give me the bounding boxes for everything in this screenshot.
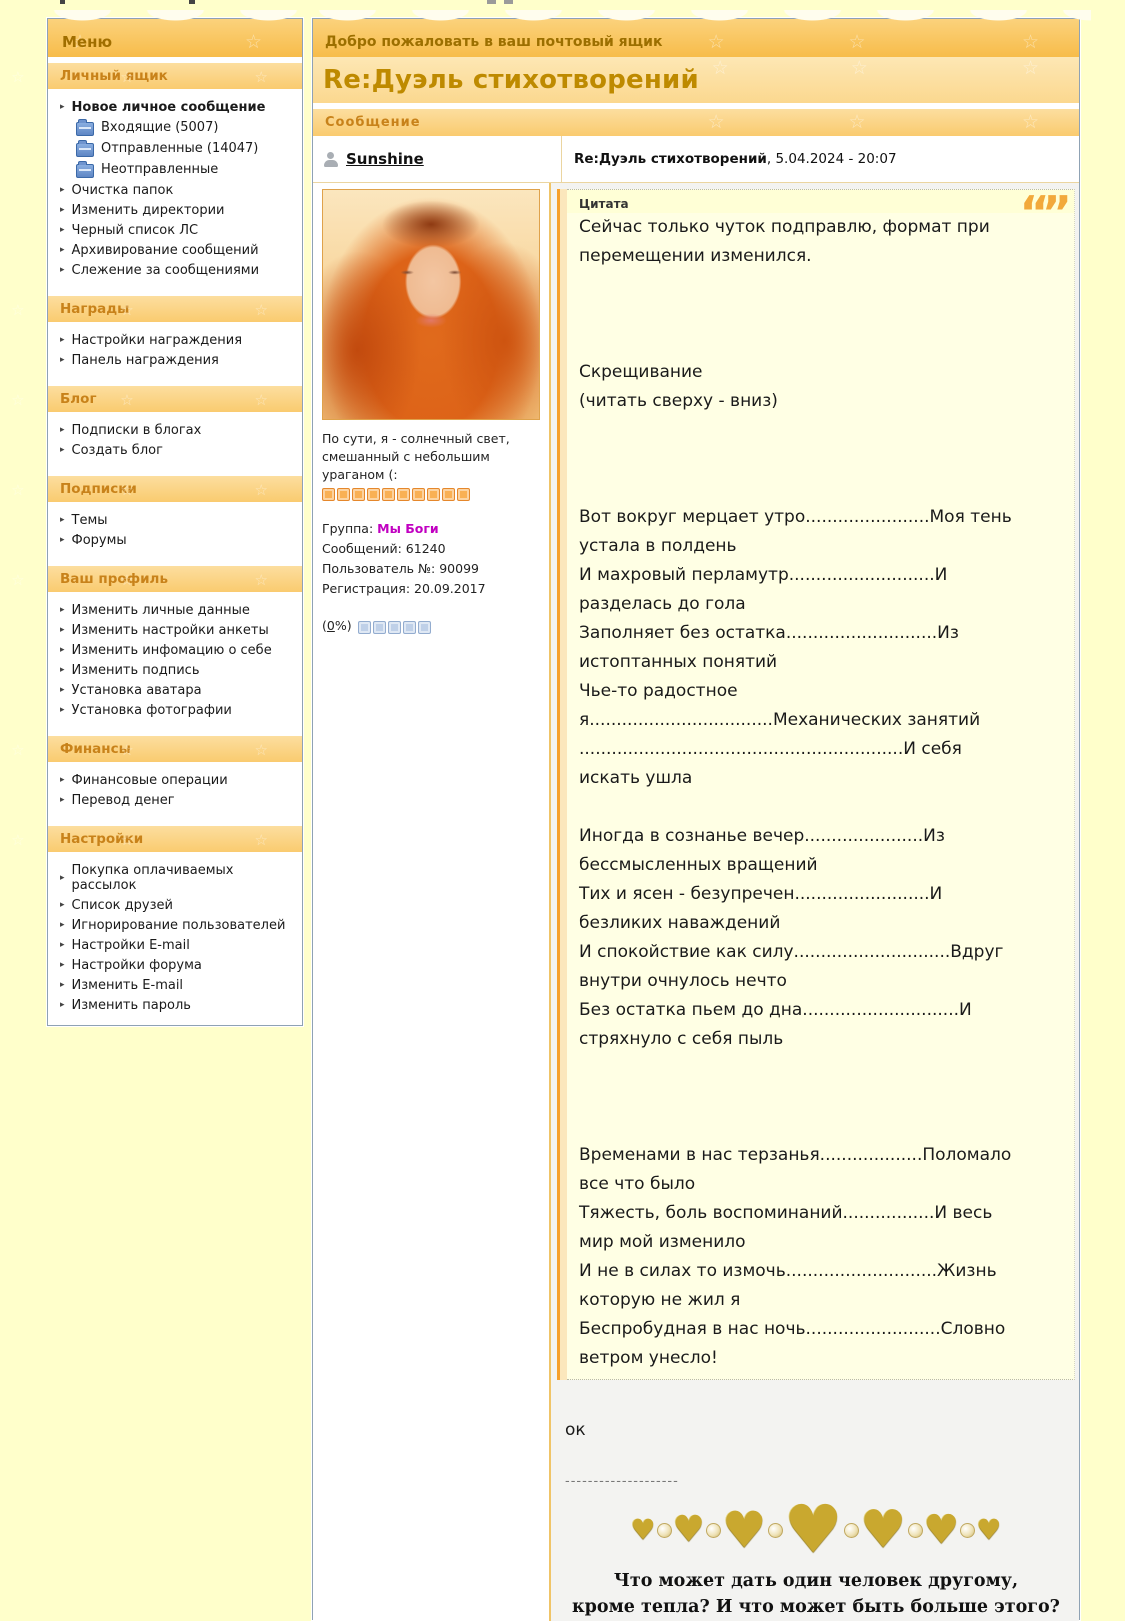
about-line: смешанный с небольшим ураганом (: [322,449,490,483]
message-header-row [313,136,1079,183]
diamond-icon [844,1523,859,1538]
signature-divider: -------------------- [565,1474,679,1489]
quote-header-label: Цитата [579,197,629,211]
sidebar-section-header: Финансы ☆ ☆ ☆ [48,736,302,762]
sidebar-item[interactable] [60,955,296,975]
quote-line [567,445,1074,474]
bullet-icon: ▸ [60,920,65,930]
bullet-icon: ▸ [60,605,65,615]
menu-title: Меню [62,33,113,51]
sidebar-item[interactable] [60,975,296,995]
bullet-icon: ▸ [60,445,65,455]
heart-icon: ♥ [859,1500,907,1560]
sidebar-section-header: Ваш профиль ☆ ☆ ☆ [48,566,302,592]
rank-pip [412,488,425,501]
welcome-text: Добро пожаловать в ваш почтовый ящик [325,34,663,50]
message-cell [551,183,1079,1621]
bullet-icon: ▸ [60,425,65,435]
sidebar-section-header: Личный ящик ☆ ☆ ☆ [48,63,302,89]
signature-line: кроме тепла? И что может быть больше этого? [572,1597,1060,1618]
quote-line [567,416,1074,445]
heart-icon: ♥ [923,1507,960,1553]
bullet-icon: ▸ [60,102,65,112]
level-pip [388,621,401,634]
welcome-band [313,19,1079,57]
sidebar-item-label: Изменить настройки анкеты [71,622,269,638]
diamond-icon [657,1523,672,1538]
sidebar-item-label: Очистка папок [71,182,174,198]
subject-cell [562,136,1079,182]
sidebar-item-label: Перевод денег [71,792,175,808]
level-pip [358,621,371,634]
sidebar-section-header: Подписки ☆ ☆ ☆ [48,476,302,502]
signature-line: Что может дать один человек другому, [613,1571,1019,1591]
percent-row [322,617,540,634]
sidebar-menu-band [48,19,302,57]
sidebar-section [48,826,302,1025]
bullet-icon: ▸ [60,205,65,215]
sidebar-item-label: Изменить E-mail [71,977,184,993]
rank-pips [322,488,540,501]
quote-line: И махровый перламутр...........................И разделась до гола [579,565,948,614]
quote-line: Чье-то радостное я..................................Механических занятий [579,681,981,730]
quote-line: И не в силах то измочь............................Жизнь которую не жил я [579,1261,997,1310]
sidebar-item-label: Финансовые операции [71,772,228,788]
sidebar-panel [47,18,303,1026]
message-panel-title: Сообщение [325,115,421,130]
sidebar-section [48,736,302,820]
rank-pip [337,488,350,501]
bullet-icon: ▸ [60,960,65,970]
rank-pip [442,488,455,501]
level-pip [403,621,416,634]
bullet-icon: ▸ [60,335,65,345]
main-panel [312,18,1080,1620]
sidebar-item-label: Список друзей [71,897,173,913]
message-panel-header [313,109,1079,136]
heart-icon: ♥ [976,1513,1002,1546]
sidebar-item[interactable] [60,915,296,935]
sidebar-item[interactable] [60,700,296,720]
sidebar-item[interactable] [60,97,296,117]
quote-line: Без остатка пьем до дна.............................И стряхнуло с себя пыль [579,1000,972,1049]
sidebar-section-header: Настройки ☆ ☆ ☆ [48,826,302,852]
sidebar-section [48,296,302,380]
group-value: Мы Боги [377,521,439,537]
quote-line [567,793,1074,822]
sidebar-item-label: Изменить личные данные [71,602,250,618]
sidebar-item[interactable] [76,159,296,180]
user-registered: Регистрация: 20.09.2017 [322,581,486,597]
sidebar-item[interactable] [60,620,296,640]
author-cell [313,136,562,182]
quote-line [567,271,1074,300]
diamond-icon [706,1523,721,1538]
quote-line [567,329,1074,358]
sidebar-item[interactable] [76,117,296,138]
sidebar-item[interactable] [60,350,296,370]
heart-icon: ♥ [672,1509,705,1550]
bullet-icon: ▸ [60,665,65,675]
sidebar-item-label: Архивирование сообщений [71,242,259,258]
sidebar-item-label: Темы [71,512,108,528]
quote-header [567,186,1074,240]
sidebar-section-header: Награды ☆ ☆ ☆ [48,296,302,322]
user-stats [322,519,540,599]
bullet-icon: ▸ [60,1000,65,1010]
sidebar-item-label: Изменить директории [71,202,225,218]
sidebar-item-label: Настройки E-mail [71,937,190,953]
sidebar-item[interactable] [60,770,296,790]
sidebar-item[interactable] [60,260,296,280]
folder-icon [76,122,94,136]
avatar [322,189,540,420]
bullet-icon: ▸ [60,872,65,883]
folder-icon [76,143,94,157]
level-pips [358,621,433,634]
quote-line: (читать сверху - вниз) [579,391,778,411]
sidebar-item[interactable] [60,180,296,200]
quote-line [567,1083,1074,1112]
sidebar-section [48,476,302,560]
user-posts: Сообщений: 61240 [322,541,446,557]
message-reply-text: ок [565,1420,586,1440]
message-date: , 5.04.2024 - 20:07 [766,151,897,167]
sidebar-item[interactable] [60,895,296,915]
sidebar-item[interactable] [60,640,296,660]
sidebar-item[interactable] [60,420,296,440]
message-body-row [313,183,1079,1621]
author-link[interactable]: Sunshine [346,150,424,168]
sidebar-section [48,386,302,470]
sidebar-item[interactable] [60,440,296,460]
sidebar-item-label: Слежение за сообщениями [71,262,260,278]
sidebar-item[interactable] [60,660,296,680]
rank-pip [382,488,395,501]
sidebar-item[interactable] [60,600,296,620]
rank-pip [352,488,365,501]
sidebar-item-label: Форумы [71,532,127,548]
sidebar-item[interactable] [60,935,296,955]
diamond-icon [960,1523,975,1538]
quote-line: Временами в нас терзанья...................Поломало все что было [579,1145,1012,1194]
bullet-icon: ▸ [60,775,65,785]
quote-line: Скрещивание [579,362,703,382]
sidebar-item[interactable] [60,790,296,810]
quote-inner [567,186,1075,1380]
sidebar-section [48,566,302,730]
sidebar-item-label: Подписки в блогах [71,422,202,438]
user-number: Пользователь №: 90099 [322,561,479,577]
quote-block [557,186,1075,1380]
bullet-icon: ▸ [60,245,65,255]
sidebar-item-label: Черный список ЛС [71,222,199,238]
quote-line: И спокойствие как силу.............................Вдруг внутри очнулось нечто [579,942,1004,991]
bullet-icon: ▸ [60,185,65,195]
bullet-icon: ▸ [60,355,65,365]
quote-line [567,1112,1074,1141]
bullet-icon: ▸ [60,685,65,695]
person-icon [323,151,339,167]
user-about [322,430,540,484]
sidebar-item[interactable] [60,995,296,1015]
hearts-decoration [557,1491,1075,1568]
quote-line [567,474,1074,503]
quote-line: Вот вокруг мерцает утро.......................Моя тень устала в полдень [579,507,1012,556]
sidebar-item-label: Неотправленные [101,162,219,177]
quote-line: Сейчас только чуток подправлю, формат при перемещении изменился. [579,217,990,266]
quote-line: Тих и ясен - безупречен.........................И безликих наваждений [579,884,943,933]
sidebar-item[interactable] [60,330,296,350]
sidebar-item[interactable] [76,138,296,159]
quote-marks-icon: “” [1019,186,1064,240]
title-band [313,57,1079,103]
quote-body [567,213,1074,1373]
sidebar-item[interactable] [60,680,296,700]
quote-line [567,1054,1074,1083]
sidebar-item-label: Создать блог [71,442,163,458]
user-group [322,519,540,539]
quote-line: Иногда в сознанье вечер......................Из бессмысленных вращений [579,826,945,875]
diamond-icon [768,1523,783,1538]
sidebar-sections [48,63,302,1025]
bullet-icon: ▸ [60,980,65,990]
bullet-icon: ▸ [60,705,65,715]
sidebar-item-label: Настройки награждения [71,332,243,348]
sidebar-section-header: Блог ☆ ☆ ☆ [48,386,302,412]
bullet-icon: ▸ [60,900,65,910]
diamond-icon [908,1523,923,1538]
group-label: Группа: [322,521,374,537]
bullet-icon: ▸ [60,265,65,275]
sidebar-section [48,63,302,290]
bullet-icon: ▸ [60,625,65,635]
rank-pip [457,488,470,501]
about-line: По сути, я - солнечный свет, [322,431,510,446]
sidebar-item[interactable] [60,530,296,550]
heart-icon: ♥ [783,1491,843,1568]
sidebar-item-label: Входящие (5007) [101,120,219,135]
sidebar-item[interactable] [60,200,296,220]
sidebar-item-label: Новое личное сообщение [71,99,266,115]
cropped-text-fragments [0,0,1125,8]
bullet-icon: ▸ [60,940,65,950]
rank-pip [427,488,440,501]
quote-line: Тяжесть, боль воспоминаний.................И весь мир мой изменило [579,1203,993,1252]
bullet-icon: ▸ [60,225,65,235]
bullet-icon: ▸ [60,645,65,655]
page-title: Re:Дуэль стихотворений [323,65,699,95]
sidebar-item[interactable] [60,220,296,240]
folder-icon [76,164,94,178]
percent-link[interactable]: 0 [326,618,335,634]
sidebar-item-label: Панель награждения [71,352,219,368]
signature [557,1568,1075,1621]
sidebar-item-label: Покупка оплачиваемых рассылок [71,862,234,893]
bullet-icon: ▸ [60,535,65,545]
sidebar-item-label: Настройки форума [71,957,202,973]
sidebar-item-label: Установка аватара [71,682,202,698]
level-pip [373,621,386,634]
sidebar-item-label: Изменить пароль [71,997,191,1013]
sidebar-item-label: Изменить инфомацию о себе [71,642,272,658]
sidebar-item[interactable] [60,240,296,260]
sidebar-item[interactable] [60,510,296,530]
quote-line [567,300,1074,329]
sidebar-item-label: Установка фотографии [71,702,232,718]
quote-line: Беспробудная в нас ночь.........................Словно ветром унесло! [579,1319,1006,1368]
message-subject: Re:Дуэль стихотворений [574,151,767,167]
sidebar-item-label: Игнорирование пользователей [71,917,286,933]
rank-pip [367,488,380,501]
sidebar-item-label: Отправленные (14047) [101,141,259,156]
heart-icon: ♥ [721,1501,767,1559]
sidebar-item-label: Изменить подпись [71,662,200,678]
sidebar-item[interactable] [60,860,296,895]
rank-pip [397,488,410,501]
level-pip [418,621,431,634]
rank-pip [322,488,335,501]
bullet-icon: ▸ [60,795,65,805]
quote-line: Заполняет без остатка............................Из истоптанных понятий [579,623,959,672]
heart-icon: ♥ [630,1513,656,1546]
percent-value: (0%) [322,618,352,634]
bullet-icon: ▸ [60,515,65,525]
quote-line: ............................................................И себя искать ушла [579,739,962,788]
profile-cell [313,183,551,1621]
